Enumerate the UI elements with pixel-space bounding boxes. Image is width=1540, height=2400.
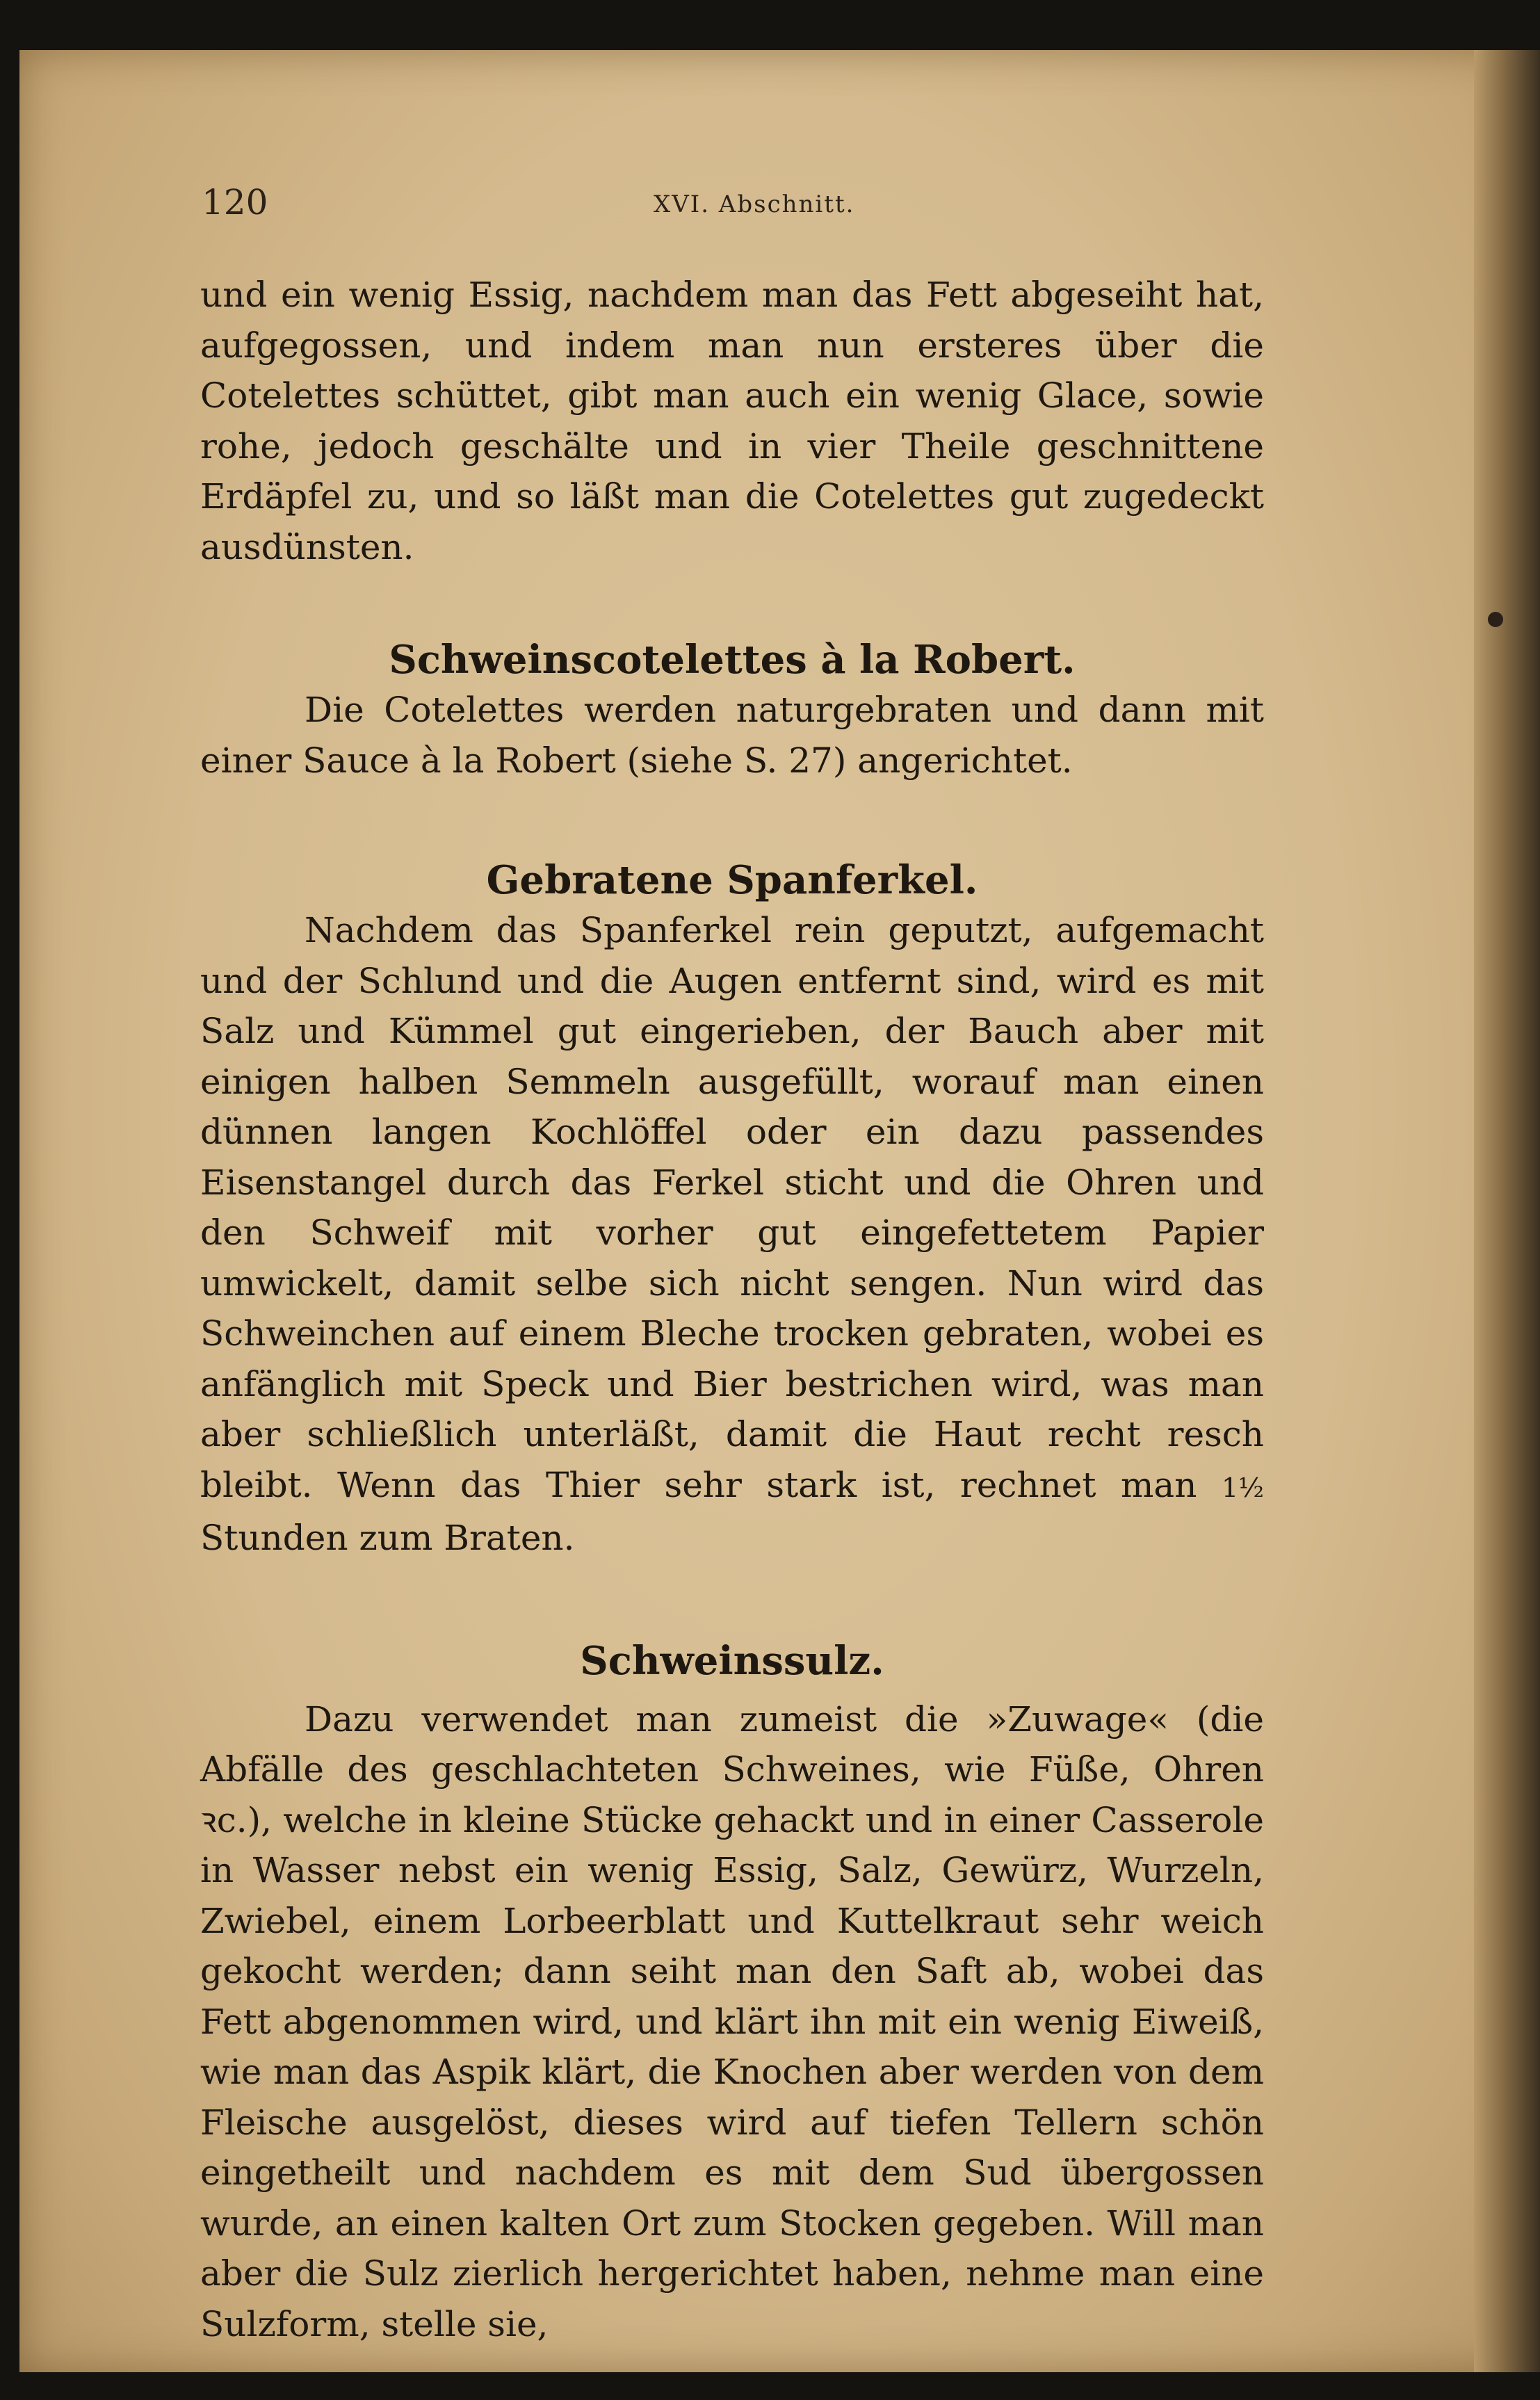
section-text-sulz: Dazu verwendet man zumeist die »Zuwage« (die Abfälle des geschlachteten Schweines, wie Füße, Ohren ꝛc.), welche in kleine Stücke gehackt und in einer Casserole in Wasser nebst ein wenig Essig, Salz, Gewürz, Wurzeln, Zwiebel, einem Lorbeerblatt und Kuttelkraut sehr weich gekocht werden; dann seiht man den Saft ab, wobei das Fett abgenommen wird, und klärt ihn mit ein wenig Eiweiß, wie man das Aspik klärt, die Knochen aber werden von dem Fleische ausgelöst, dieses wird auf tiefen Tellern schön eingetheilt und nachdem es mit dem Sud übergossen wurde, an einen kalten Ort zum Stocken gegeben. Will man aber die Sulz zierlich hergerichtet haben, nehme man eine Sulzform, stelle sie, — [200, 1698, 1264, 2344]
page-content — [200, 270, 1264, 2349]
section-text-robert: Die Cotelettes werden naturgebraten und dann mit einer Sauce à la Robert (siehe S. 27) angerichtet. — [200, 690, 1264, 781]
spanferkel-text-main: Nachdem das Spanferkel rein geputzt, aufgemacht und der Schlund und die Augen entfernt sind, wird es mit Salz und Kümmel gut eingerieben, der Bauch aber mit einigen halben Semmeln ausgefüllt, worauf man einen dünnen langen Kochlöffel oder ein dazu passendes Eisenstangel durch das Ferkel sticht und die Ohren und den Schweif mit vorher gut eingefettetem Papier umwickelt, damit selbe sich nicht sengen. Nun wird das Schweinchen auf einem Bleche trocken gebraten, wobei es anfänglich mit Speck und Bier bestrichen wird, was man aber schließlich unterläßt, damit die Haut recht resch bleibt. Wenn das Thier sehr stark ist, rechnet man — [200, 910, 1264, 1505]
continuation-paragraph: und ein wenig Essig, nachdem man das Fett abgeseiht hat, aufgegossen, und indem man nun ersteres über die Cotelettes schüttet, gibt man auch ein wenig Glace, sowie rohe, jedoch geschälte und in vier Theile geschnittene Erdäpfel zu, und so läßt man die Cotelettes gut zugedeckt ausdünsten. — [200, 275, 1264, 567]
section-text-spanferkel — [200, 905, 1264, 1564]
page-number: 120 — [202, 182, 268, 222]
page-mark — [1488, 612, 1503, 627]
fraction-value: 1½ — [1221, 1472, 1264, 1503]
page-edge — [1474, 50, 1540, 2372]
section-title-spanferkel: Gebratene Spanferkel. — [486, 857, 978, 903]
section-title-robert: Schweinscotelettes à la Robert. — [389, 637, 1076, 683]
spanferkel-text-end: Stunden zum Braten. — [200, 1518, 575, 1558]
page-header — [202, 182, 1272, 238]
running-head: XVI. Abschnitt. — [654, 190, 855, 218]
section-title-sulz: Schweinssulz. — [580, 1637, 884, 1684]
